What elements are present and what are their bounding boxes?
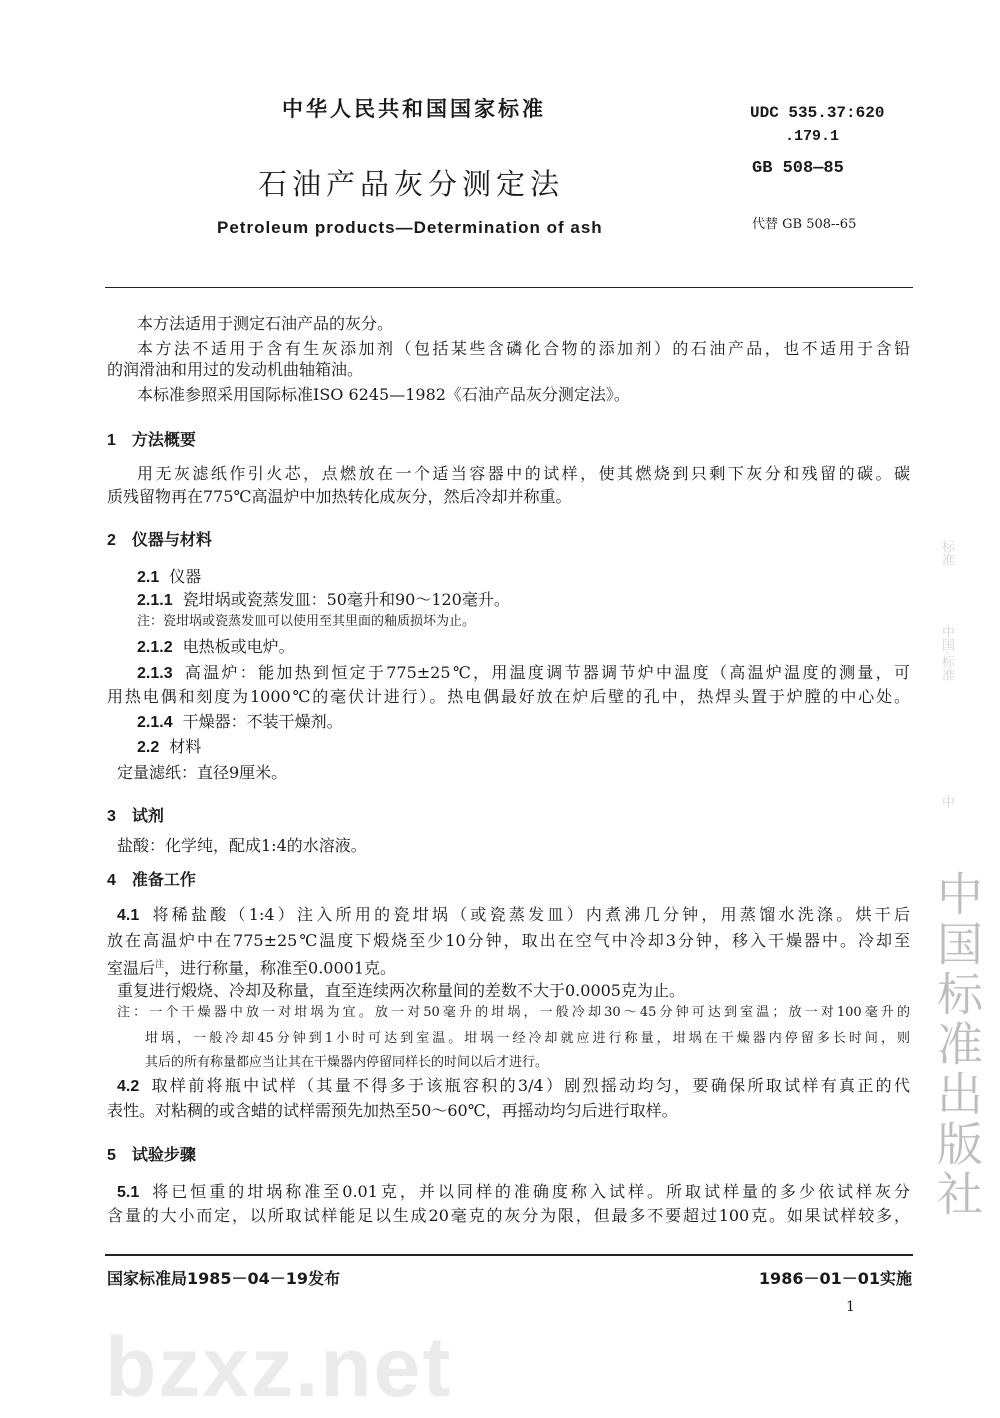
s5-1: 5.1 将已恒重的坩埚称准至0.01克，并以同样的准确度称入试样。所取试样量的多少依试样灰分 (117, 1182, 910, 1201)
replaces-standard: 代替 GB 508--65 (752, 217, 857, 232)
s2-1-3: 2.1.3 高温炉：能加热到恒定于775±25℃，用温度调节器调节炉中温度（高温炉温度的测量，可 (137, 663, 910, 682)
s2-1-heading: 2.1 仪器 (137, 567, 202, 586)
s4-note: 注：一个干燥器中放一对坩埚为宜。放一对50毫升的坩埚，一般冷却30～45分钟可达到室温；放一对100毫升的 (117, 1005, 910, 1020)
s2-1-1-note: 注：瓷坩埚或瓷蒸发皿可以使用至其里面的釉质损坏为止。 (137, 614, 476, 629)
side-watermark: 中国·标准 (939, 625, 954, 682)
s4-repeat: 重复进行煅烧、冷却及称量，直至连续两次称量间的差数不大于0.0005克为止。 (117, 981, 685, 1000)
s4-note-cont2: 其后的所有称量都应当让其在干燥器内停留同样长的时间以后才进行。 (145, 1055, 549, 1070)
s2-1-4: 2.1.4 干燥器：不装干燥剂。 (137, 712, 343, 731)
section-heading-4: 4 准备工作 (107, 870, 196, 889)
s5-1-cont: 含量的大小而定，以所取试样能足以生成20毫克的灰分为限，但最多不要超过100克。如果试样较多， (107, 1206, 910, 1225)
s2-1-2: 2.1.2 电热板或电炉。 (137, 637, 295, 656)
intro-reference: 本标准参照采用国际标准ISO 6245—1982《石油产品灰分测定法》。 (137, 385, 630, 404)
side-watermark: 标准 (939, 540, 954, 566)
s2-1-3-cont: 用热电偶和刻度为1000℃的毫伏计进行）。热电偶最好放在炉后壁的孔中，热焊头置于炉膛的中心处。 (107, 687, 910, 706)
title-english: Petroleum products—Determination of ash (217, 218, 603, 237)
gb-number: GB 508—85 (752, 159, 844, 178)
site-watermark: bzxz.net (105, 1320, 453, 1414)
section-heading-3: 3 试剂 (107, 806, 164, 825)
s4-2: 4.2 取样前将瓶中试样（其量不得多于该瓶容积的3/4）剧烈摇动均匀，要确保所取试样有真正的代 (117, 1076, 910, 1095)
side-watermark: 中 (939, 795, 954, 808)
publisher-watermark: 中国标准出版社 (930, 870, 984, 1220)
s4-1-cont: 放在高温炉中在775±25℃温度下煅烧至少10分钟，取出在空气中冷却3分钟，移入干燥器中。冷却至 (107, 931, 910, 950)
s1-text: 用无灰滤纸作引火芯，点燃放在一个适当容器中的试样，使其燃烧到只剩下灰分和残留的碳。碳 (137, 464, 910, 483)
intro-exclusion-cont: 的润滑油和用过的发动机曲轴箱油。 (107, 360, 364, 379)
page-number: 1 (846, 1299, 855, 1315)
udc-code-cont: .179.1 (785, 128, 840, 145)
intro-exclusion: 本方法不适用于含有生灰添加剂（包括某些含磷化合物的添加剂）的石油产品，也不适用于含铅 (137, 339, 910, 358)
s1-text-cont: 质残留物再在775℃高温炉中加热转化成灰分，然后冷却并称重。 (107, 487, 572, 506)
s3-text: 盐酸：化学纯，配成1:4的水溶液。 (117, 836, 367, 855)
s4-1-cont2: 室温后$^注$，进行称量，称准至0.0001克。 (107, 958, 397, 978)
section-heading-5: 5 试验步骤 (107, 1145, 196, 1164)
header-divider (105, 287, 913, 288)
issue-date: 国家标准局1985－04－19发布 (107, 1269, 341, 1288)
s4-1: 4.1 将稀盐酸（1:4）注入所用的瓷坩埚（或瓷蒸发皿）内煮沸几分钟，用蒸馏水洗涤。烘干后 (117, 905, 910, 924)
page-title: 石油产品灰分测定法 (258, 167, 565, 201)
s4-2-cont: 表性。对粘稠的或含蜡的试样需预先加热至50～60℃，再摇动均匀后进行取样。 (107, 1101, 678, 1120)
intro-scope: 本方法适用于测定石油产品的灰分。 (137, 314, 394, 333)
effective-date: 1986－01－01实施 (758, 1269, 912, 1288)
section-heading-1: 1 方法概要 (107, 430, 196, 449)
section-heading-2: 2 仪器与材料 (107, 530, 212, 549)
s2-1-1: 2.1.1 瓷坩埚或瓷蒸发皿：50毫升和90～120毫升。 (137, 590, 510, 609)
s2-2-text: 定量滤纸：直径9厘米。 (117, 763, 288, 782)
udc-code: UDC 535.37:620 (750, 104, 885, 122)
s4-note-cont: 坩埚，一般冷却45分钟到1小时可达到室温。坩埚一经冷却就应进行称量，坩埚在干燥器内停留多长时间，则 (145, 1031, 910, 1046)
s2-2-heading: 2.2 材料 (137, 737, 202, 756)
footer-divider (105, 1254, 913, 1256)
standard-type: 中华人民共和国国家标准 (282, 97, 546, 121)
